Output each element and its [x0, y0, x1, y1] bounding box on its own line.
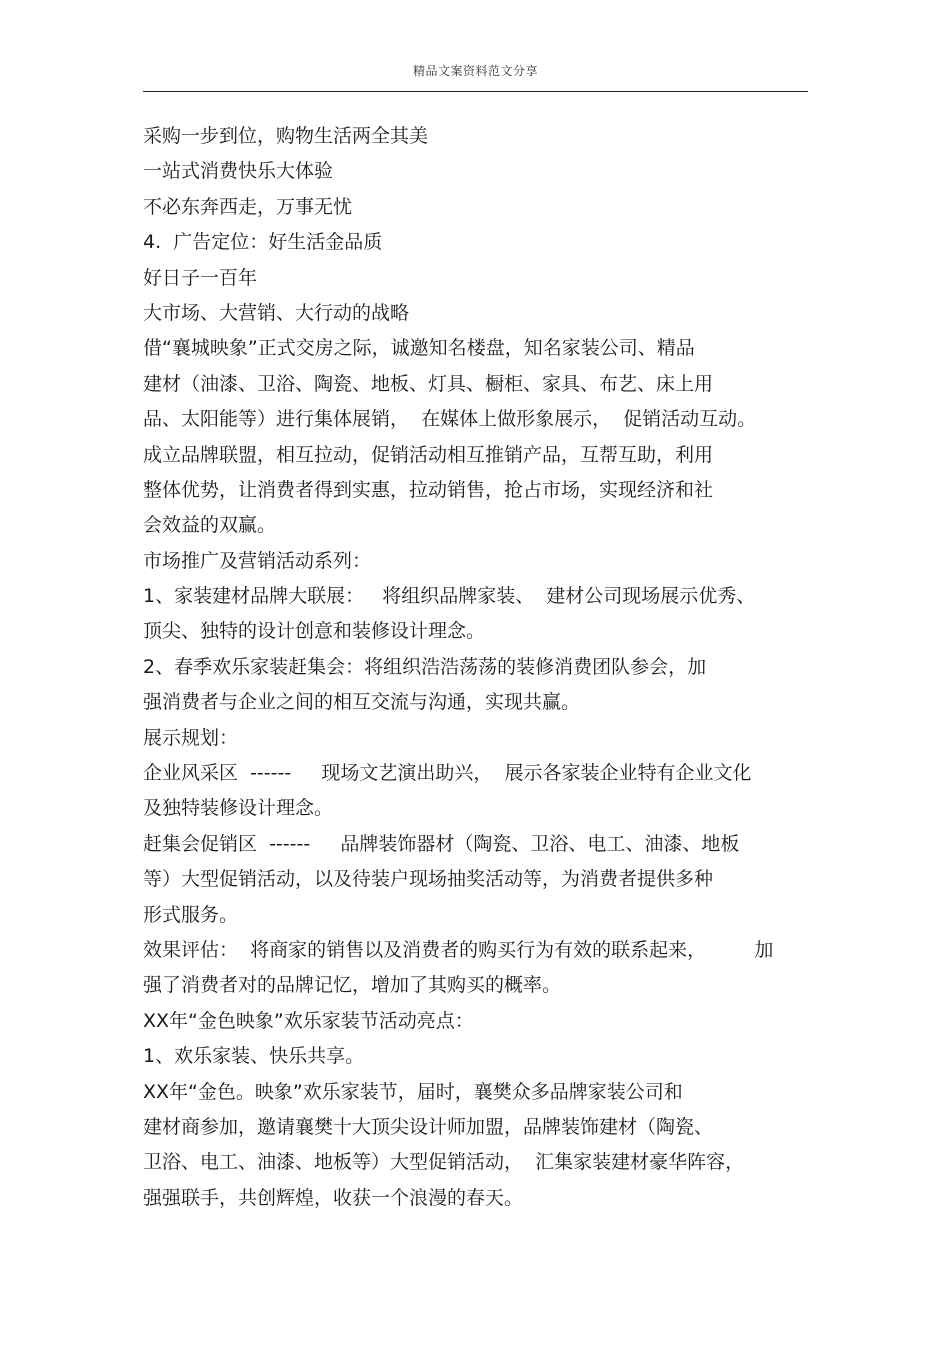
text-line: 强消费者与企业之间的相互交流与沟通，实现共赢。: [143, 691, 581, 714]
text-line: 1、家装建材品牌大联展： 将组织品牌家装、 建材公司现场展示优秀、: [143, 585, 756, 608]
text-line: 卫浴、电工、油漆、地板等）大型促销活动， 汇集家装建材豪华阵容，: [143, 1151, 745, 1174]
text-line: XX年“金色。映象”欢乐家装节，届时，襄樊众多品牌家装公司和: [143, 1080, 683, 1103]
text-line: 成立品牌联盟，相互拉动，促销活动相互推销产品，互帮互助，利用: [143, 443, 714, 466]
text-line: 借“襄城映象”正式交房之际，诚邀知名楼盘，知名家装公司、精品: [143, 337, 695, 360]
text-line: 企业风采区 ------ 现场文艺演出助兴， 展示各家装企业特有企业文化: [143, 762, 752, 785]
text-line: 及独特装修设计理念。: [143, 797, 334, 820]
text-line: 不必东奔西走，万事无忧: [143, 195, 353, 218]
text-line: 建材（油漆、卫浴、陶瓷、地板、灯具、橱柜、家具、布艺、床上用: [143, 372, 714, 395]
document-body: [143, 119, 823, 1216]
text-line: 大市场、大营销、大行动的战略: [143, 301, 410, 324]
text-line: 强强联手，共创辉煌，收获一个浪漫的春天。: [143, 1186, 524, 1209]
text-line: 品、太阳能等）进行集体展销， 在媒体上做形象展示， 促销活动互动。: [143, 408, 757, 431]
text-line: 采购一步到位，购物生活两全其美: [143, 125, 429, 147]
text-line: 1、欢乐家装、快乐共享。: [143, 1045, 365, 1068]
page-header-title: 精品文案资料范文分享: [412, 64, 538, 78]
text-line: 形式服务。: [143, 903, 239, 926]
text-line: 会效益的双赢。: [143, 514, 277, 537]
text-line: 效果评估： 将商家的销售以及消费者的购买行为有效的联系起来， 加: [143, 938, 774, 961]
text-line: XX年“金色映象”欢乐家装节活动亮点：: [143, 1009, 474, 1032]
text-line: 顶尖、独特的设计创意和装修设计理念。: [143, 620, 486, 643]
header-divider: [143, 91, 808, 92]
text-line: 4. 广告定位：好生活金品质: [143, 231, 383, 254]
text-line: 一站式消费快乐大体验: [143, 160, 334, 183]
text-line: 等）大型促销活动，以及待装户现场抽奖活动等，为消费者提供多种: [143, 868, 714, 891]
text-line: 建材商参加，邀请襄樊十大顶尖设计师加盟，品牌装饰建材（陶瓷、: [143, 1115, 714, 1138]
text-line: 整体优势，让消费者得到实惠，拉动销售，抢占市场，实现经济和社: [143, 478, 714, 501]
text-line: 市场推广及营销活动系列：: [143, 549, 372, 572]
text-line: 2、春季欢乐家装赶集会：将组织浩浩荡荡的装修消费团队参会，加: [143, 655, 707, 678]
text-line: 赶集会促销区 ------ 品牌装饰器材（陶瓷、卫浴、电工、油漆、地板: [143, 832, 740, 855]
text-line: 强了消费者对的品牌记忆，增加了其购买的概率。: [143, 974, 562, 997]
text-line: 展示规划：: [143, 726, 239, 749]
text-line: 好日子一百年: [143, 266, 258, 289]
